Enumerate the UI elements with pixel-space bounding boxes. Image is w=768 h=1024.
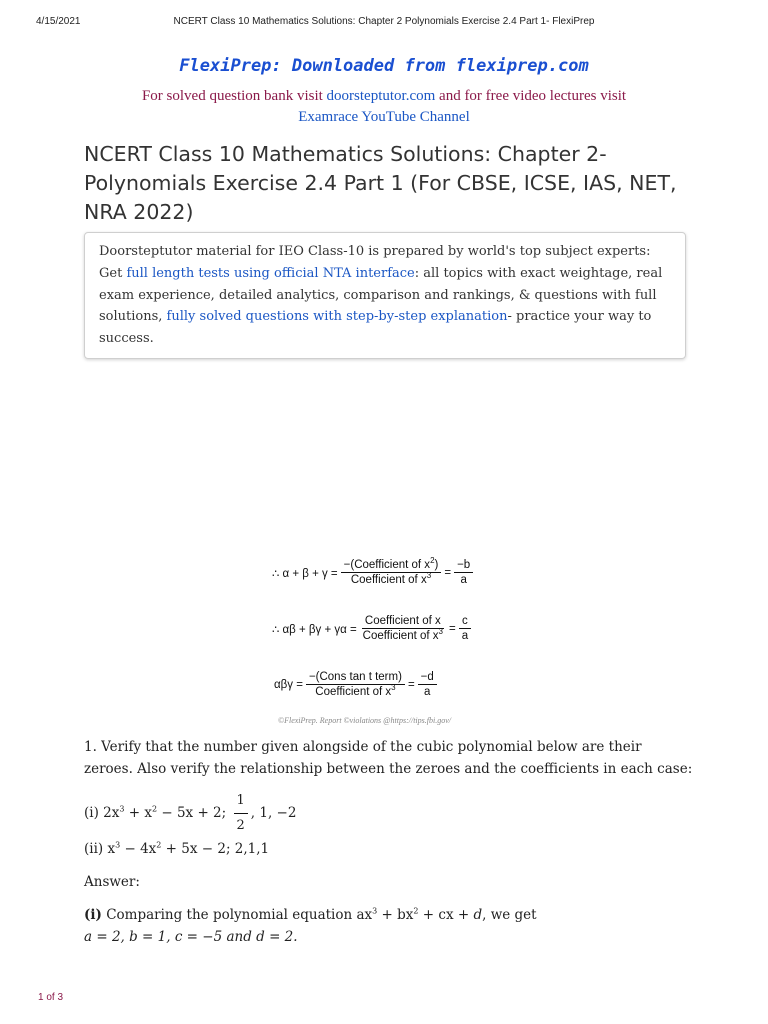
- print-header: [0, 16, 768, 30]
- sol-t3: + cx +: [418, 907, 474, 923]
- print-date: 4/15/2021: [36, 16, 81, 27]
- full-length-tests-link[interactable]: full length tests using official NTA interface: [126, 265, 415, 281]
- f2-eq: =: [448, 622, 456, 635]
- f1-den: Coefficient of x: [350, 574, 427, 586]
- f3-r-den: a: [424, 686, 431, 698]
- formula-pair-products: [272, 615, 474, 642]
- f1-lhs: ∴ α + β + γ =: [272, 567, 338, 580]
- f3-eq: =: [407, 678, 415, 691]
- page-title: NCERT Class 10 Mathematics Solutions: Chapter 2- Polynomials Exercise 2.4 Part 1 (For CBSE, ICSE, IAS, NET, NRA 2022): [84, 142, 677, 224]
- f3-lhs: αβγ =: [274, 678, 303, 691]
- f2-r-den: a: [461, 630, 469, 642]
- pi-prefix: (i) 2x: [84, 805, 120, 821]
- sol-t2: + bx: [377, 907, 414, 923]
- solution-values: a = 2, b = 1, c = −5 and d = 2.: [84, 929, 298, 945]
- pii-e2: 2: [156, 840, 162, 850]
- f3-den-exp: 3: [391, 683, 396, 693]
- sol-t1: Comparing the polynomial equation ax: [101, 907, 373, 923]
- f2-fraction: [360, 615, 446, 642]
- promo-middle: and for free video lectures visit: [435, 88, 627, 104]
- f3-result: [418, 671, 437, 698]
- f2-result: [459, 615, 471, 642]
- formula-image: [260, 555, 510, 715]
- f1-r-num: −b: [454, 559, 473, 573]
- callout-text-2: : all topics with exact weightage, real exam experience, detailed analytics, comparison and rankings, & questions with full solutions,: [99, 265, 663, 325]
- answer-label: Answer:: [84, 874, 140, 890]
- pi-t1: + x: [124, 805, 152, 821]
- sol-e1: 3: [372, 906, 378, 916]
- formula-sum-of-zeroes: [272, 556, 476, 586]
- f1-num-close: ): [434, 559, 439, 571]
- brand-banner: FlexiPrep: Downloaded from flexiprep.com: [179, 56, 589, 76]
- sol-d: d: [473, 907, 483, 923]
- promo-callout-box: [84, 232, 686, 359]
- image-credit: ©FlexiPrep. Report ©violations @https://tips.fbi.gov/: [278, 716, 451, 725]
- f2-den-exp: 3: [438, 627, 443, 637]
- promo-prefix: For solved question bank visit: [141, 88, 327, 104]
- pi-e2: 2: [151, 804, 158, 814]
- f3-fraction: [306, 671, 405, 698]
- f2-num: Coefficient of x: [362, 615, 444, 629]
- question-part-ii: [84, 838, 269, 860]
- sol-e2: 2: [413, 906, 419, 916]
- pi-t2: − 5x + 2;: [157, 805, 227, 821]
- question-1: 1. Verify that the number given alongside of the cubic polynomial below are their zeroes. Also verify the relationship between the zeroes and the coefficients in each case:: [84, 739, 693, 777]
- f3-num: −(Cons tan t term): [306, 671, 405, 685]
- pii-prefix: (ii) x: [84, 841, 116, 857]
- print-title: NCERT Class 10 Mathematics Solutions: Chapter 2 Polynomials Exercise 2.4 Part 1- FlexiPrep: [173, 16, 595, 27]
- formula-product-of-zeroes: [274, 671, 440, 698]
- f2-den: Coefficient of x: [362, 630, 439, 642]
- pii-t1: − 4x: [120, 841, 157, 857]
- f3-den: Coefficient of x: [315, 686, 392, 698]
- f3-r-num: −d: [418, 671, 437, 685]
- pi-tail: , 1, −2: [250, 805, 297, 821]
- doorsteptutor-link[interactable]: doorsteptutor.com: [326, 88, 436, 104]
- question-part-i: [84, 790, 296, 837]
- callout-text-1: Doorsteptutor material for IEO Class-10 is prepared by world's top subject experts: Get: [99, 244, 651, 281]
- pi-frac-num: 1: [234, 790, 248, 814]
- f1-num: −(Coefficient of x: [343, 559, 431, 571]
- callout-text-3: - practice your way to success.: [99, 309, 652, 347]
- sol-t4: , we get: [482, 907, 537, 923]
- f1-fraction: [341, 556, 442, 586]
- examrace-link[interactable]: Examrace YouTube Channel: [298, 109, 470, 125]
- pii-t2: + 5x − 2; 2,1,1: [161, 841, 270, 857]
- f1-eq: =: [444, 566, 452, 579]
- pii-e1: 3: [115, 840, 121, 850]
- f1-r-den: a: [460, 574, 467, 586]
- pi-fraction: [234, 790, 248, 837]
- solution-label: (i): [84, 907, 102, 923]
- solution-part-i: [84, 904, 694, 948]
- pi-e1: 3: [119, 804, 125, 814]
- f2-lhs: ∴ αβ + βγ + γα =: [272, 623, 357, 636]
- f1-num-exp: 2: [430, 556, 435, 566]
- f1-result: [454, 559, 473, 586]
- fully-solved-questions-link[interactable]: fully solved questions with step-by-step explanation: [166, 309, 508, 325]
- f2-r-num: c: [459, 615, 471, 629]
- pi-frac-den: 2: [236, 818, 245, 833]
- promo-text: [84, 86, 684, 128]
- f1-den-exp: 3: [426, 571, 432, 581]
- page-number: 1 of 3: [38, 992, 64, 1003]
